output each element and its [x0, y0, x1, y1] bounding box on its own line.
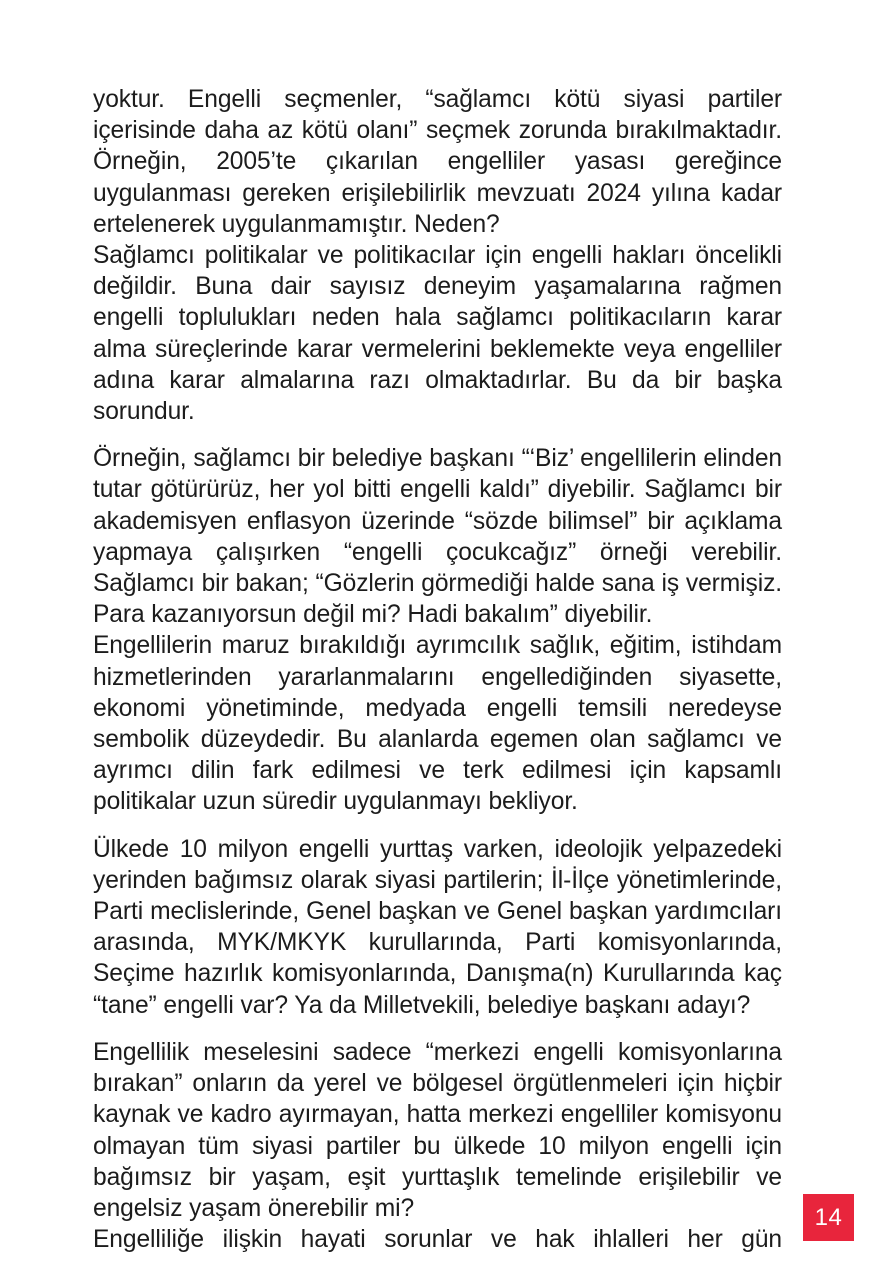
body-paragraph: Engellilik meselesini sadece “merkezi engelli komisyonlarına bırakan” onların da yerel ve bölgesel örgütlenmeleri için hiçbir kaynak ve kadro ayırmayan, hatta merkezi engelliler komisyonu olmayan tüm siyasi partiler bu ülkede 10 milyon engelli için bağımsız bir yaşam, eşit yurttaşlık temelinde erişilebilir ve engelsiz yaşam önerebilir mi? — [93, 1038, 782, 1222]
page-number-badge — [803, 1194, 854, 1241]
body-paragraph: Engelliliğe ilişkin hayati sorunlar ve hak ihlalleri her gün — [93, 1226, 782, 1254]
body-text-column — [93, 84, 782, 1287]
body-paragraph: Örneğin, sağlamcı bir belediye başkanı “‘Biz’ engellilerin elinden tutar götürürüz, her yol bitti engelli kaldı” diyebilir. Sağlamcı bir akademisyen enflasyon üzerinde “sözde bilimsel” bir açıklama yapmaya çalışırken “engelli çocukcağız” örneği verebilir. Sağlamcı bir bakan; “Gözlerin görmediği halde sana iş vermişiz. Para kazanıyorsun değil mi? Hadi bakalım” diyebilir. — [93, 445, 782, 629]
paragraph-block — [93, 443, 782, 817]
paragraph-block — [93, 1037, 782, 1287]
paragraph-block — [93, 84, 782, 427]
body-paragraph: yoktur. Engelli seçmenler, “sağlamcı kötü siyasi partiler içerisinde daha az kötü olanı” seçmek zorunda bırakılmaktadır. Örneğin, 2005’te çıkarılan engelliler yasası gereğince uygulanması gereken erişilebilirlik mevzuatı 2024 yılına kadar ertelenerek uygulanmamıştır. Neden? — [93, 86, 782, 238]
body-paragraph: Sağlamcı politikalar ve politikacılar için engelli hakları öncelikli değildir. Buna dair sayısız deneyim yaşamalarına rağmen engelli toplulukları neden hala sağlamcı politikacıların karar alma süreçlerinde karar vermelerini beklemekte veya engelliler adına karar almalarına razı olmaktadırlar. Bu da bir başka sorundur. — [93, 242, 782, 426]
body-paragraph: Ülkede 10 milyon engelli yurttaş varken, ideolojik yelpazedeki yerinden bağımsız olarak siyasi partilerin; İl-İlçe yönetimlerinde, Parti meclislerinde, Genel başkan ve Genel başkan yardımcıları arasında, MYK/MKYK kurullarında, Parti komisyonlarında, Seçime hazırlık komisyonlarında, Danışma(n) Kurullarında kaç “tane” engelli var? Ya da Milletvekili, belediye başkanı adayı? — [93, 835, 782, 1019]
paragraph-block — [93, 834, 782, 1021]
body-paragraph: Engellilerin maruz bırakıldığı ayrımcılık sağlık, eğitim, istihdam hizmetlerinden yararlanmalarını engellediğinden siyasette, ekonomi yönetiminde, medyada engelli temsili neredeyse sembolik düzeydedir. Bu alanlarda egemen olan sağlamcı ve ayrımcı dilin fark edilmesi ve terk edilmesi için kapsamlı politikalar uzun süredir uygulanmayı bekliyor. — [93, 632, 782, 816]
page-number-label: 14 — [814, 1203, 843, 1231]
